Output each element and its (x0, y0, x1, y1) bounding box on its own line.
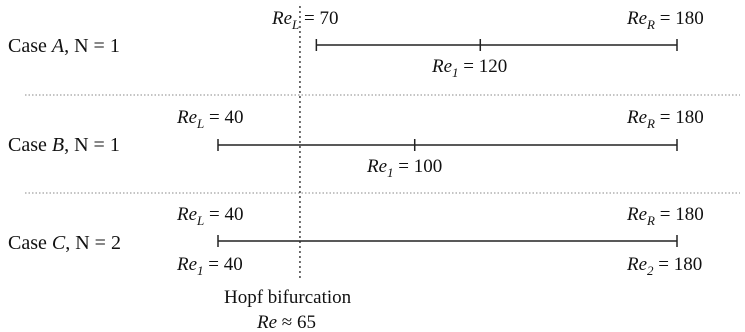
case-a-group (8, 8, 704, 80)
case-c-re-right-label: $Re_R = 180$ (627, 204, 704, 228)
case-a-re-right-label: $Re_R = 180$ (627, 8, 704, 32)
case-c-label: Case C, N = 2 (8, 232, 121, 254)
case-a-label: Case A, N = 1 (8, 35, 120, 57)
hopf-title: Hopf bifurcation (224, 287, 352, 308)
case-b-re-left-label: $Re_L = 40$ (177, 107, 244, 131)
case-b-label: Case B, N = 1 (8, 134, 120, 156)
case-b-re-right-label: $Re_R = 180$ (627, 107, 704, 131)
case-b-re1-label: $Re_1 = 100$ (367, 156, 443, 180)
case-c-re2-label: $Re_2 = 180$ (627, 254, 703, 278)
case-c-re-left-label: $Re_L = 40$ (177, 204, 244, 228)
hopf-value: Re ≈ 65 (257, 312, 316, 332)
case-a-re-left-label: $Re_L = 70$ (272, 8, 339, 32)
case-a-re1-label: $Re_1 = 120$ (432, 56, 508, 80)
case-c-group (8, 204, 704, 278)
case-c-re1-label: $Re_1 = 40$ (177, 254, 243, 278)
case-b-group (8, 107, 704, 180)
